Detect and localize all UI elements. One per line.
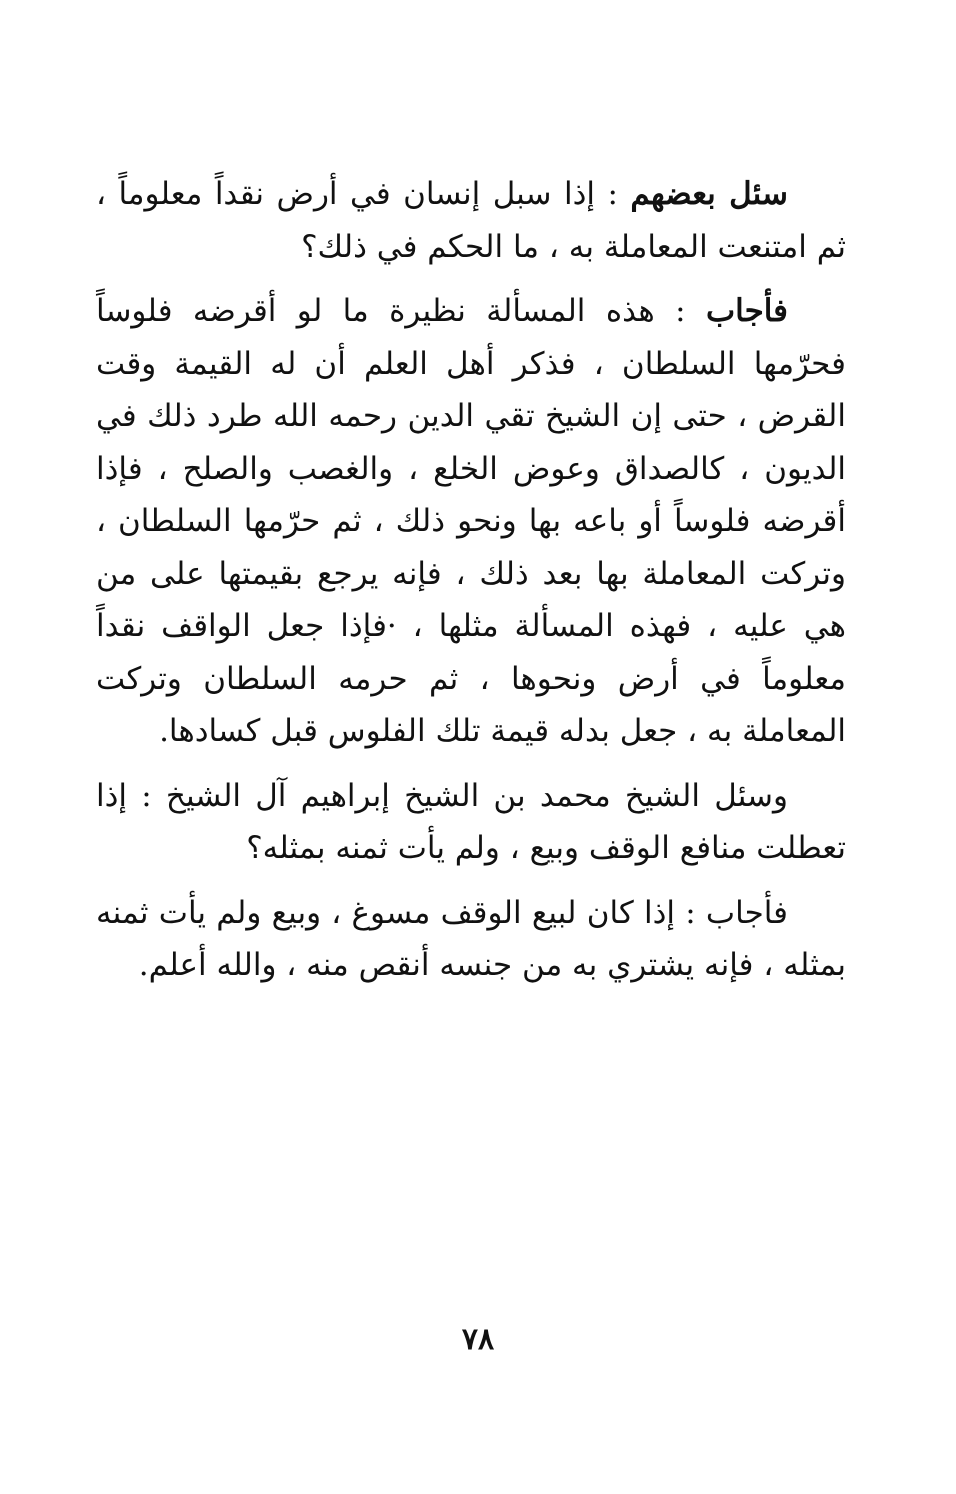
paragraph-text: فأجاب : إذا كان لبيع الوقف مسوغ ، وبيع ولم يأت ثمنه بمثله ، فإنه يشتري به من جنسه أنقص منه ، والله أعلم. xyxy=(96,894,846,983)
paragraph-answer-1 xyxy=(96,285,846,758)
paragraph-lead: سئل بعضهم xyxy=(630,176,788,212)
paragraph-question-1 xyxy=(96,168,846,273)
paragraph-answer-2 xyxy=(96,887,846,992)
paragraph-text: وسئل الشيخ محمد بن الشيخ إبراهيم آل الشيخ : إذا تعطلت منافع الوقف وبيع ، ولم يأت ثمنه بمثله؟ xyxy=(96,777,846,866)
paragraph-text: : هذه المسألة نظيرة ما لو أقرضه فلوساً فحرّمها السلطان ، فذكر أهل العلم أن له القيمة وقت القرض ، حتى إن الشيخ تقي الدين رحمه الله طرد ذلك في الديون ، كالصداق وعوض الخلع ، والغصب والصلح ، فإذا أقرضه فلوساً أو باعه بها ونحو ذلك ، ثم حرّمها السلطان ، وتركت المعاملة بها بعد ذلك ، فإنه يرجع بقيمتها على من هي عليه ، فهذه المسألة مثلها ، ·فإذا جعل الواقف نقداً معلوماً في أرض ونحوها ، ثم حرمه السلطان وتركت المعاملة به ، جعل بدله قيمة تلك الفلوس قبل كسادها. xyxy=(96,293,846,749)
paragraph-text: : إذا سبل إنسان في أرض نقداً معلوماً ، ثم امتنعت المعاملة به ، ما الحكم في ذلك؟ xyxy=(96,176,846,265)
page-body xyxy=(96,168,846,1004)
paragraph-question-2 xyxy=(96,770,846,875)
paragraph-lead: فأجاب xyxy=(705,293,788,329)
page-number: ٧٨ xyxy=(461,1322,495,1357)
